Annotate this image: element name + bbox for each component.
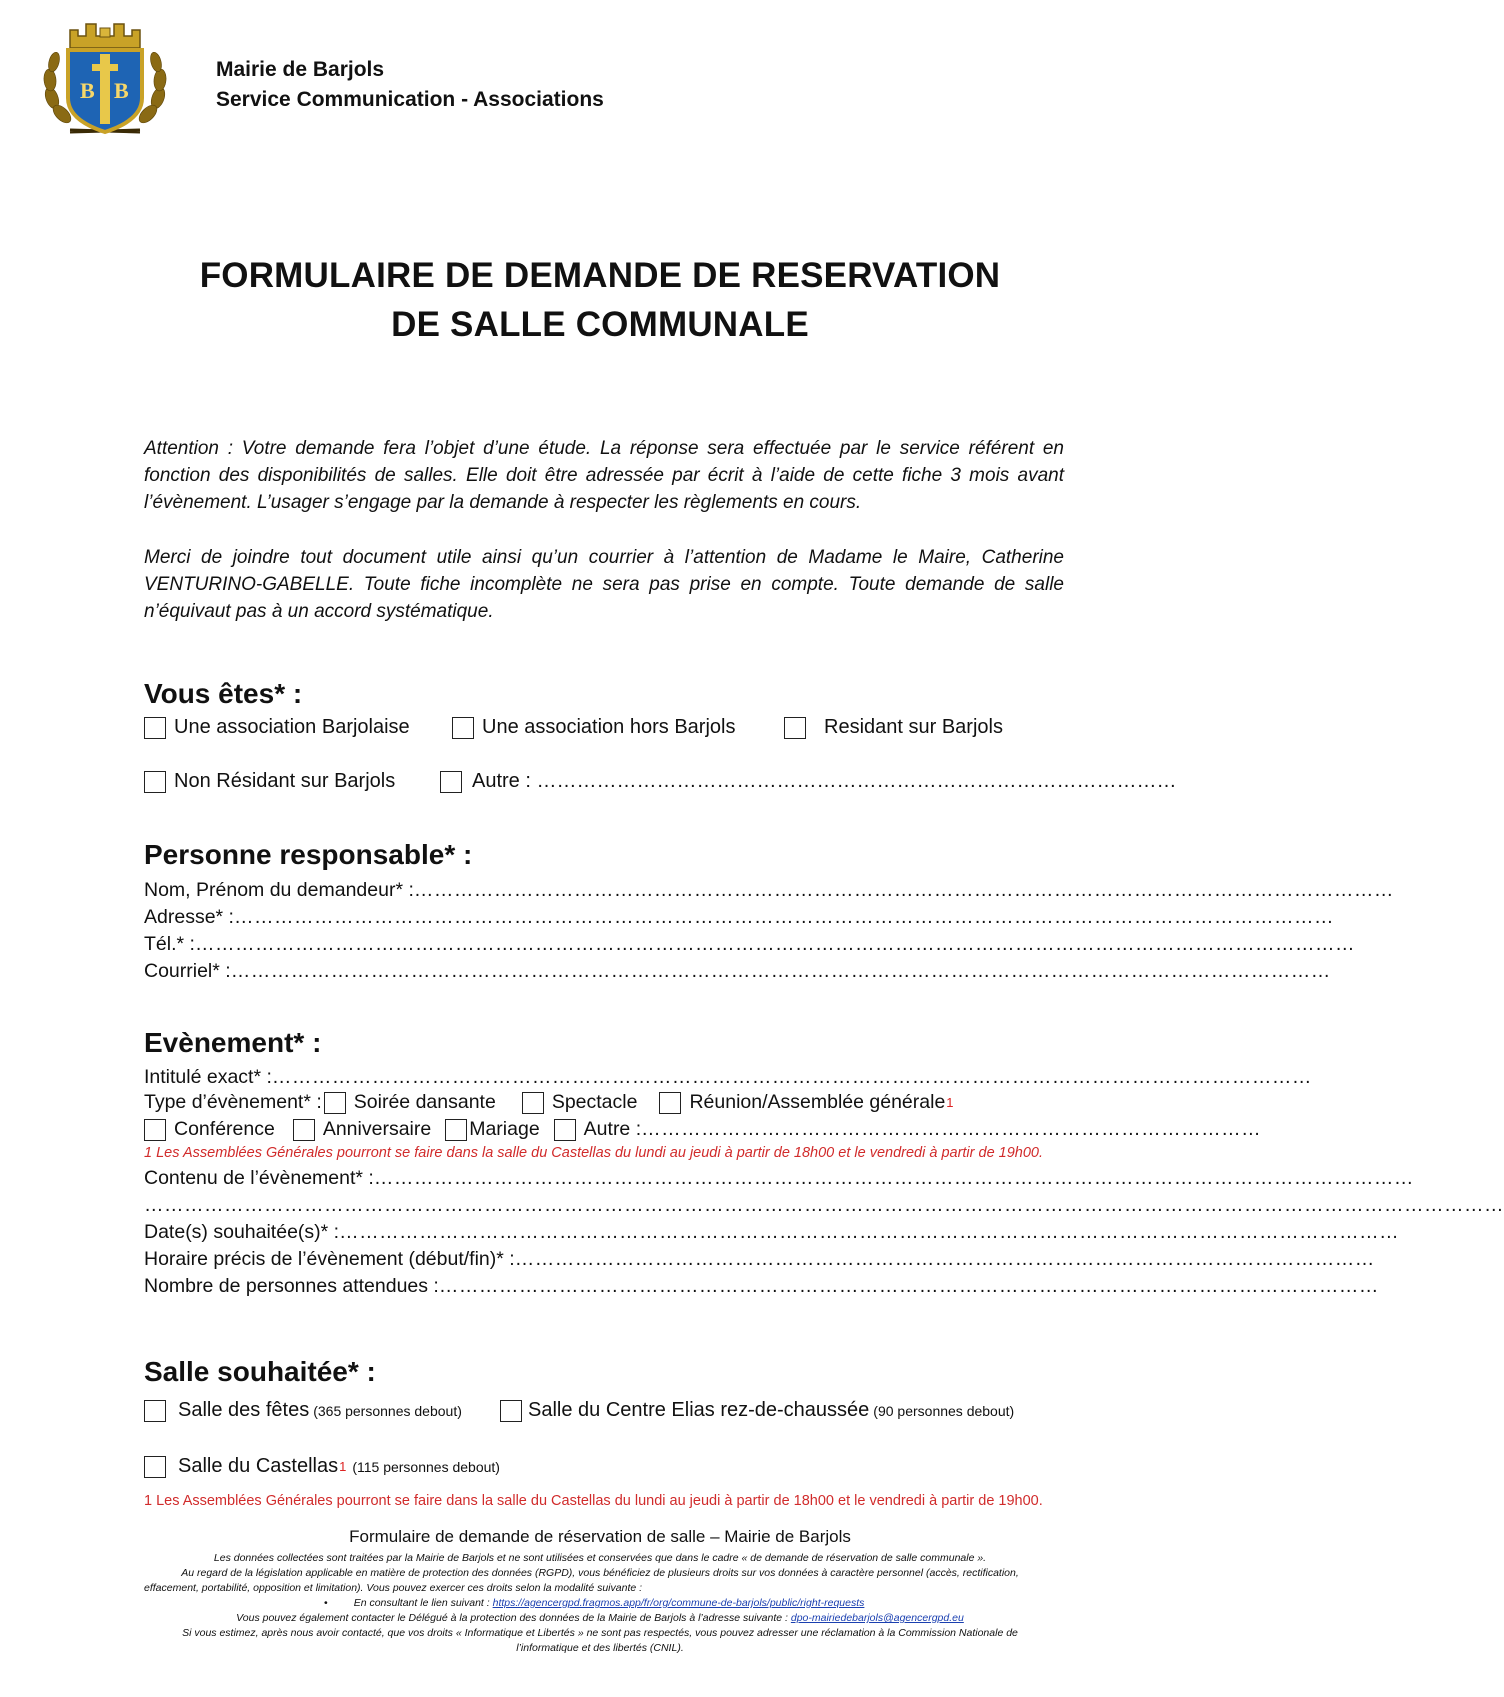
footer-line-5: Vous pouvez également contacter le Délégué à la protection des données de la Mairie de Barjols à l’adresse suivante : dpo-mairiedebarjols@agencergpd.eu [236,1612,964,1624]
field-courriel[interactable]: Courriel* : ………………………………………………………………………………………………………………………………………………… [144,958,1064,985]
event-type-row-1: Type d’évènement* : Soirée dansante Spectacle Réunion/Assemblée générale 1 [144,1091,954,1113]
checkbox[interactable] [144,717,166,739]
field-tel[interactable]: Tél.* : ………………………………………………………………………………………………………………………………………………………… [144,931,1064,958]
checkbox[interactable] [144,771,166,793]
footer-line-3: effacement, portabilité, opposition et limitation). Vous pouvez exercer ces droits selon la modalité suivante : [144,1582,643,1594]
svg-text:B: B [114,78,129,103]
checkbox[interactable] [144,1400,166,1422]
intro-paragraph-1: Attention : Votre demande fera l’objet d’une étude. La réponse sera effectuée par le service référent en fonction des disponibilités de salles. Elle doit être adressée par écrit à l’aide de cette fiche 3 mois avant l’évènement. L’usager s’engage par la demande à respecter les règlements en cours. [144,438,1064,513]
org-name: Mairie de Barjols [216,58,385,81]
section-heading-personne: Personne responsable* : [144,839,473,870]
fill-dots: ………………………………………………………………………………………………………………………………………………… [230,960,1331,982]
checkbox[interactable] [144,1456,166,1478]
fill-dots: …………………………………………………………………………………………………………………………………………………………………………………… [144,1194,1504,1216]
section-heading-salle: Salle souhaitée* : [144,1356,376,1387]
fill-dots: …………………………………………………………………………………………………………………………………………… [339,1221,1400,1243]
checkbox-conference[interactable] [144,1119,166,1141]
fill-dots: ………………………………………………………………………………………………………………………………………………………… [194,933,1355,955]
checkbox-mariage[interactable] [445,1119,467,1141]
footer-line-2: Au regard de la législation applicable en matière de protection des données (RGPD), vous bénéficiez de plusieurs droits sur vos données à caractère personnel (accès, rectification, [181,1567,1019,1579]
section-heading-vous-etes: Vous êtes* : [144,678,303,709]
field-contenu[interactable]: Contenu de l’évènement* : ………………………………………………………………………………………………………………………………………… [144,1165,1064,1192]
checkbox[interactable] [500,1400,522,1422]
footnote-assemblees-2: 1 Les Assemblées Générales pourront se faire dans la salle du Castellas du lundi au jeudi à partir de 18h00 et le vendredi à partir de 19h00. [144,1493,1043,1509]
footnote-mark: 1 [946,1095,954,1110]
section-heading-evenement: Evènement* : [144,1027,322,1058]
rights-request-link[interactable]: https://agencergpd.fragmos.app/fr/org/commune-de-barjols/public/right-requests [492,1597,865,1609]
option-salle-castellas[interactable]: Salle du Castellas 1 (115 personnes debout) [144,1455,500,1478]
fill-dots: ………………………………………………………………………………… [641,1118,1262,1140]
checkbox-autre[interactable] [554,1119,576,1141]
option-association-hors-barjols[interactable]: Une association hors Barjols [452,716,735,739]
checkbox[interactable] [440,771,462,793]
fill-dots: …………………………………………………………………………………………………………………………… [438,1275,1379,1297]
checkbox-spectacle[interactable] [522,1092,544,1114]
page-title-line1: FORMULAIRE DE DEMANDE DE RESERVATION [199,256,1001,295]
option-salle-centre-elias[interactable]: Salle du Centre Elias rez-de-chaussée (90 personnes debout) [500,1399,1014,1422]
footnote-assemblees-1: 1 Les Assemblées Générales pourront se faire dans la salle du Castellas du lundi au jeudi à partir de 18h00 et le vendredi à partir de 19h00. [144,1145,1044,1161]
intro-paragraph-2: Merci de joindre tout document utile ainsi qu’un courrier à l’attention de Madame le Maire, Catherine VENTURINO-GABELLE. Toute fiche incomplète ne sera pas prise en compte. Toute demande de salle n’équivaut pas à un accord systématique. [144,547,1064,622]
option-residant-barjols[interactable]: Residant sur Barjols [784,716,1003,739]
footer-title: Formulaire de demande de réservation de salle – Mairie de Barjols [349,1527,851,1546]
option-autre[interactable]: Autre : …………………………………………………………………………………… [440,770,1176,793]
checkbox[interactable] [452,717,474,739]
fill-dots: ………………………………………………………………………………………………………………………………………… [271,1066,1312,1088]
fill-dots: ………………………………………………………………………………………………………………………………………………… [233,906,1334,928]
footer-line-6: Si vous estimez, après nous avoir contacté, que vos droits « Informatique et Libertés » ne sont pas respectés, vous pouvez adresser une réclamation à la Commission Nationale de [182,1627,1018,1639]
fill-dots: ………………………………………………………………………………………………………………………………………… [373,1167,1414,1189]
field-adresse[interactable]: Adresse* : ………………………………………………………………………………………………………………………………………………… [144,904,1064,931]
footer-line-4: • En consultant le lien suivant : https://agencergpd.fragmos.app/fr/org/commune-de-barjols/public/right-requests [324,1597,865,1609]
checkbox-reunion[interactable] [659,1092,681,1114]
checkbox[interactable] [784,717,806,739]
option-salle-des-fetes[interactable]: Salle des fêtes (365 personnes debout) [144,1399,462,1422]
footer-line-7: l’informatique et des libertés (CNIL). [516,1642,684,1654]
page-title-line2: DE SALLE COMMUNALE [391,305,809,344]
field-nom-prenom[interactable]: Nom, Prénom du demandeur* : ………………………………………………………………………………………………………………………………… [144,877,1064,904]
fill-dots: ………………………………………………………………………………………………………………………………… [413,879,1394,901]
field-nombre[interactable]: Nombre de personnes attendues : …………………………………………………………………………………………………………………………… [144,1273,1064,1300]
footnote-mark: 1 [339,1459,347,1474]
fill-dots: ………………………………………………………………………………………………………………… [514,1248,1375,1270]
checkbox-soiree[interactable] [324,1092,346,1114]
field-dates[interactable]: Date(s) souhaitée(s)* : …………………………………………………………………………………………………………………………………………… [144,1219,1044,1246]
option-non-residant[interactable]: Non Résidant sur Barjols [144,770,395,793]
svg-text:B: B [80,78,95,103]
field-horaire[interactable]: Horaire précis de l’évènement (début/fin)* : ………………………………………………………………………………………………………………… [144,1246,1064,1273]
option-association-barjolaise[interactable]: Une association Barjolaise [144,716,410,739]
field-intitule[interactable]: Intitulé exact* : ………………………………………………………………………………………………………………………………………… [144,1064,1064,1091]
footer-line-1: Les données collectées sont traitées par la Mairie de Barjols et ne sont utilisées et conservées que dans le cadre « de demande de réservation de salle communale ». [213,1552,987,1564]
event-type-label: Type d’évènement* : [144,1091,322,1113]
bullet-icon: • [324,1597,328,1609]
service-name: Service Communication - Associations [216,88,604,111]
event-type-row-2: Conférence Anniversaire Mariage Autre : ………………………………………………………………………………… [144,1118,1261,1141]
dpo-email-link[interactable]: dpo-mairiedebarjols@agencergpd.eu [790,1612,964,1624]
barjols-coat-of-arms-logo [40,20,170,142]
checkbox-anniversaire[interactable] [293,1119,315,1141]
field-contenu-cont[interactable] [144,1192,1504,1219]
